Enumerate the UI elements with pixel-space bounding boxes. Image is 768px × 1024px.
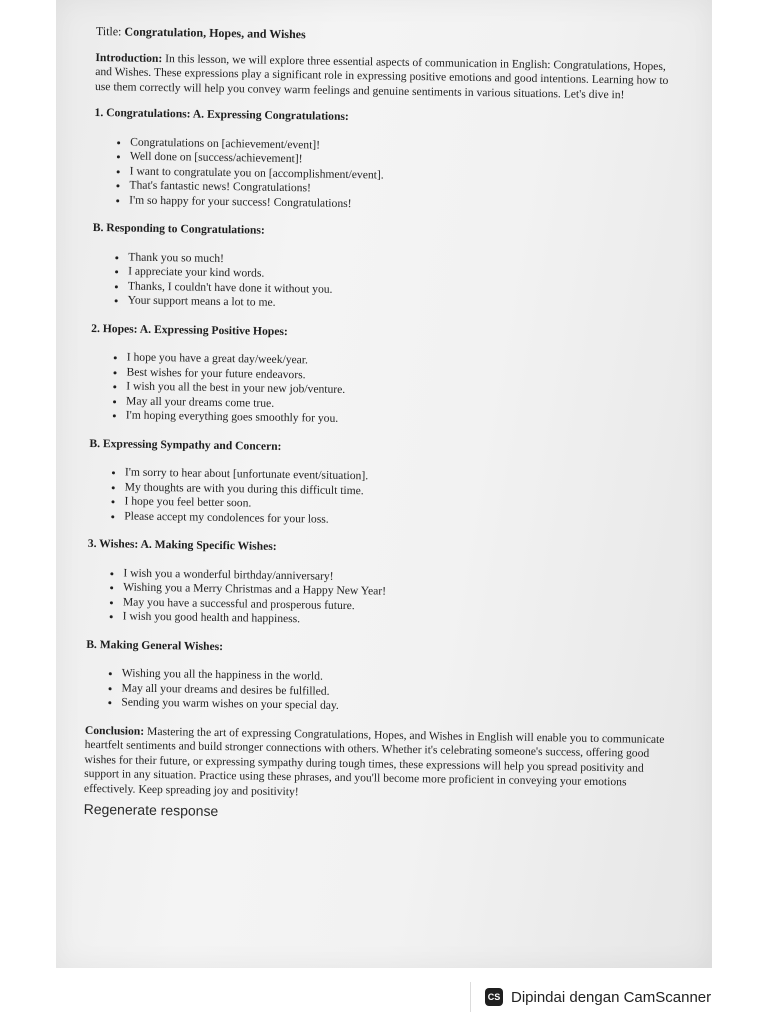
list-item: • My thoughts are with you during this difficult time. bbox=[125, 480, 679, 503]
title-text: Congratulation, Hopes, and Wishes bbox=[124, 24, 306, 42]
list-item: • I'm so happy for your success! Congratulations! bbox=[129, 193, 683, 216]
list-item: • I want to congratulate you on [accomplishment/event]. bbox=[130, 164, 684, 187]
list-item: • I appreciate your kind words. bbox=[128, 265, 682, 288]
list-item: • I'm sorry to hear about [unfortunate event/situation]. bbox=[125, 466, 679, 489]
congratulations-list bbox=[93, 134, 684, 216]
list-item: • Thank you so much! bbox=[128, 250, 682, 273]
list-item: • I wish you good health and happiness. bbox=[123, 609, 677, 632]
list-item: • Please accept my condolences for your loss. bbox=[124, 509, 678, 532]
conclusion-paragraph bbox=[84, 723, 675, 805]
list-item: • Well done on [success/achievement]! bbox=[130, 150, 684, 173]
regenerate-response-text: Regenerate response bbox=[83, 800, 219, 820]
list-item: • I wish you all the best in your new job/venture. bbox=[126, 380, 680, 403]
list-item: • That's fantastic news! Congratulations! bbox=[129, 179, 683, 202]
title-label: Title: bbox=[95, 24, 122, 39]
list-item: • I'm hoping everything goes smoothly for you. bbox=[126, 409, 680, 432]
list-item: • May you have a successful and prosperous future. bbox=[123, 595, 677, 618]
section-heading-hopes: 2. Hopes: A. Expressing Positive Hopes: bbox=[91, 321, 288, 338]
section-heading-congratulations: 1. Congratulations: A. Expressing Congratulations: bbox=[94, 105, 349, 123]
general-wishes-list bbox=[85, 666, 676, 719]
list-item: • Your support means a lot to me. bbox=[128, 294, 682, 317]
conclusion-label: Conclusion: bbox=[84, 723, 145, 738]
section-heading-specific-wishes: 3. Wishes: A. Making Specific Wishes: bbox=[87, 536, 277, 553]
introduction-paragraph bbox=[95, 50, 686, 103]
camscanner-watermark bbox=[471, 982, 759, 1012]
list-item: • Congratulations on [achievement/event]! bbox=[130, 135, 684, 158]
list-item: • May all your dreams come true. bbox=[126, 394, 680, 417]
camscanner-logo-icon: CS bbox=[485, 988, 503, 1006]
intro-text: In this lesson, we will explore three essential aspects of communication in English: Congratulations, Hopes, and Wishes. These expressions play a significant role in expressing positive emotions and good intentions. Learning how to use them correctly will help you convey warm feelings and genuine sentiments in various situations. Let's dive in! bbox=[94, 51, 669, 101]
hopes-list bbox=[90, 350, 681, 432]
list-item: • Wishing you a Merry Christmas and a Happy New Year! bbox=[123, 580, 677, 603]
specific-wishes-list bbox=[87, 565, 678, 632]
responding-list bbox=[92, 249, 683, 316]
document-body bbox=[84, 24, 686, 826]
list-item: • Sending you warm wishes on your special day. bbox=[121, 695, 675, 718]
conclusion-text: Mastering the art of expressing Congratulations, Hopes, and Wishes in English will enable you to communicate heartfelt sentiments and build stronger connections with others. Whether it's celebrating someone's success, offering good wishes for their future, or expressing sympathy during tough times, these expressions will help you spread positivity and support in any situation. Practice using these phrases, and you'll become more proficient in conveying your emotions effectively. Keep spreading joy and positivity! bbox=[83, 724, 665, 798]
list-item: • Best wishes for your future endeavors. bbox=[126, 365, 680, 388]
list-item: • I hope you feel better soon. bbox=[124, 495, 678, 518]
intro-label: Introduction: bbox=[95, 50, 163, 65]
list-item: • May all your dreams and desires be fulfilled. bbox=[121, 681, 675, 704]
sympathy-list bbox=[88, 465, 679, 532]
list-item: • Wishing you all the happiness in the world. bbox=[122, 666, 676, 689]
list-item: • I wish you a wonderful birthday/anniversary! bbox=[123, 566, 677, 589]
camscanner-label: Dipindai dengan CamScanner bbox=[511, 988, 712, 1006]
section-heading-sympathy: B. Expressing Sympathy and Concern: bbox=[89, 436, 282, 453]
section-heading-responding: B. Responding to Congratulations: bbox=[92, 220, 265, 237]
list-item: • I hope you have a great day/week/year. bbox=[127, 351, 681, 374]
list-item: • Thanks, I couldn't have done it without you. bbox=[128, 279, 682, 302]
section-heading-general-wishes: B. Making General Wishes: bbox=[86, 637, 224, 653]
